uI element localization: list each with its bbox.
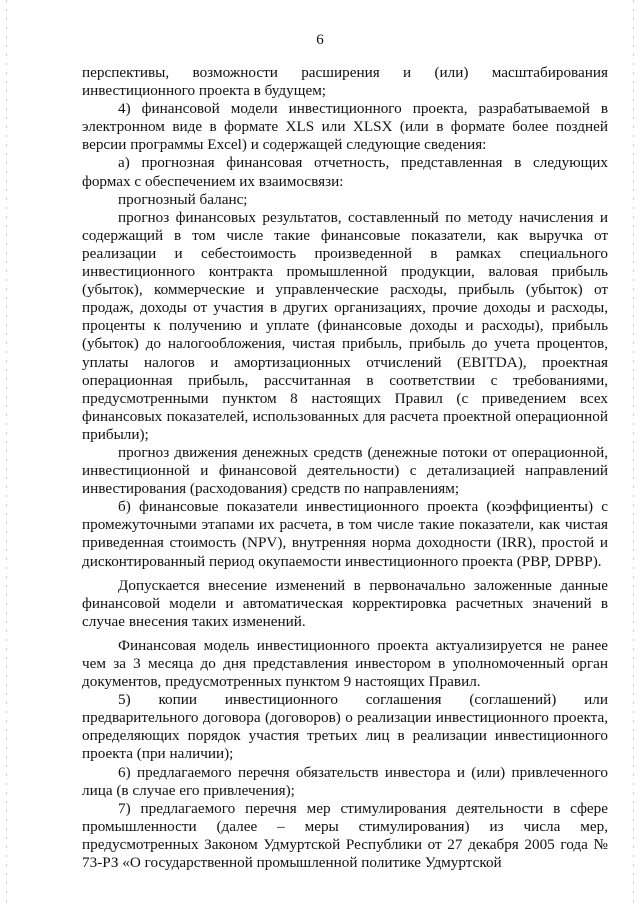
paragraph-item-4: 4) финансовой модели инвестиционного проекта, разрабатываемой в электронном виде в формате XLS или XLSX (или в формате более поздней версии программы Excel) и содержащей следующие сведения: [82,100,608,154]
paragraph-item-5: 5) копии инвестиционного соглашения (соглашений) или предварительного договора (договоров) о реализации инвестиционного проекта, определяющих порядок участия третьих лиц в реализации инвестиционного проекта (при наличии); [82,691,608,763]
paragraph-subitem-a: а) прогнозная финансовая отчетность, представленная в следующих формах с обеспечением их взаимосвязи: [82,154,608,190]
paragraph-changes-allowed: Допускается внесение изменений в первоначально заложенные данные финансовой модели и автоматическая корректировка расчетных значений в случае внесения таких изменений. [82,576,608,630]
page-number: 6 [316,32,324,48]
scan-edge-left [6,0,7,905]
paragraph-forecast-results: прогноз финансовых результатов, составленный по методу начисления и содержащий в том числе такие финансовые показатели, как выручка от реализации и себестоимость произведенной в рамках специального инвестиционного контракта промышленной продукции, валовая прибыль (убыток), коммерческие и управленческие расходы, прибыль (убыток) от продаж, доходы от участия в других организациях, прочие доходы и расходы, проценты к получению и уплате (финансовые доходы и расходы), прибыль (убыток) до налогообложения, чистая прибыль, прибыль до учета процентов, уплаты налогов и амортизационных отчислений (EBITDA), проектная операционная прибыль, рассчитанная в соответствии с требованиями, предусмотренными пунктом 8 настоящих Правил (с приведением всех финансовых показателей, использованных для расчета проектной операционной прибыли); [82,208,608,443]
scan-edge-right [633,0,634,905]
paragraph-subitem-b: б) финансовые показатели инвестиционного проекта (коэффициенты) с промежуточными этапами их расчета, в том числе такие показатели, как чистая приведенная стоимость (NPV), внутренняя норма доходности (IRR), простой и дисконтированный период окупаемости инвестиционного проекта (PBP, DPBP). [82,498,608,570]
paragraph-item-6: 6) предлагаемого перечня обязательств инвестора и (или) привлеченного лица (в случае его привлечения); [82,763,608,799]
paragraph-model-update: Финансовая модель инвестиционного проекта актуализируется не ранее чем за 3 месяца до дня представления инвестором в уполномоченный орган документов, предусмотренных пунктом 9 настоящих Правил. [82,636,608,691]
paragraph-forecast-balance: прогнозный баланс; [118,190,248,208]
paragraph-cash-flow: прогноз движения денежных средств (денежные потоки от операционной, инвестиционной и финансовой деятельности) с детализацией направлений инвестирования (расходования) средств по направлениям; [82,443,608,498]
paragraph-item-7: 7) предлагаемого перечня мер стимулирования деятельности в сфере промышленности (далее – меры стимулирования) из числа мер, предусмотренных Законом Удмуртской Республики от 27 декабря 2005 года № 73-РЗ «О государственной промышленной политике Удмуртской [82,799,608,872]
paragraph-continuation: перспективы, возможности расширения и (или) масштабирования инвестиционного проекта в будущем; [82,64,608,100]
document-body [82,64,608,872]
